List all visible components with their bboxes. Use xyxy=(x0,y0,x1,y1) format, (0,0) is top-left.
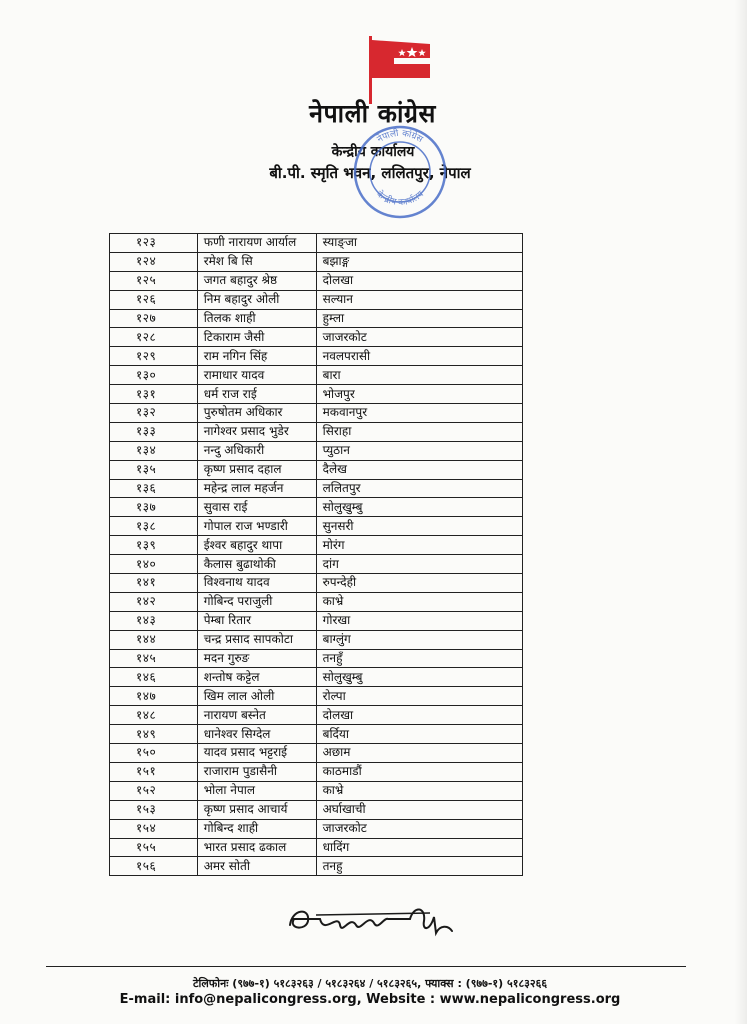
member-name: नन्दु अधिकारी xyxy=(197,441,316,460)
row-number: १४३ xyxy=(110,611,198,630)
row-number: १२४ xyxy=(110,252,198,271)
member-district: धादिंग xyxy=(316,838,522,857)
member-district: जाजरकोट xyxy=(316,328,522,347)
office-subheading: केन्द्रीय कार्यालय xyxy=(331,144,415,160)
member-name: कैलास बुढाथोकी xyxy=(197,555,316,574)
table-row xyxy=(110,668,523,687)
member-name: नागेश्वर प्रसाद भुडेर xyxy=(197,422,316,441)
table-row xyxy=(110,517,523,536)
row-number: १५५ xyxy=(110,838,198,857)
member-district: रोल्पा xyxy=(316,687,522,706)
member-district: बझाङ्ग xyxy=(316,252,522,271)
member-name: नारायण बस्नेत xyxy=(197,706,316,725)
footer-email-website: E-mail: info@nepalicongress.org, Website : www.nepalicongress.org xyxy=(119,992,621,1007)
table-row xyxy=(110,498,523,517)
member-name: गोबिन्द शाही xyxy=(197,819,316,838)
member-name: गोबिन्द पराजुली xyxy=(197,592,316,611)
member-district: रुपन्देही xyxy=(316,574,522,593)
member-name: मदन गुरुङ xyxy=(197,649,316,668)
member-district: दैलेख xyxy=(316,460,522,479)
svg-text:नेपाली कांग्रेस: नेपाली कांग्रेस xyxy=(375,128,425,146)
member-name: यादव प्रसाद भट्टराई xyxy=(197,744,316,763)
page-edge-shadow xyxy=(735,0,747,1024)
row-number: १३५ xyxy=(110,460,198,479)
row-number: १४४ xyxy=(110,630,198,649)
member-district: हुम्ला xyxy=(316,309,522,328)
table-row xyxy=(110,234,523,253)
member-name: राम नगिन सिंह xyxy=(197,347,316,366)
table-row xyxy=(110,555,523,574)
member-name: ईश्वर बहादुर थापा xyxy=(197,536,316,555)
member-name: चन्द्र प्रसाद सापकोटा xyxy=(197,630,316,649)
row-number: १२८ xyxy=(110,328,198,347)
member-name: रमेश बि सि xyxy=(197,252,316,271)
member-district: तनहुँ xyxy=(316,649,522,668)
member-district: सोलुखुम्बु xyxy=(316,668,522,687)
member-name: गोपाल राज भण्डारी xyxy=(197,517,316,536)
member-district: अर्घाखाची xyxy=(316,800,522,819)
row-number: १२६ xyxy=(110,290,198,309)
table-row xyxy=(110,611,523,630)
row-number: १३६ xyxy=(110,479,198,498)
member-district: बर्दिया xyxy=(316,725,522,744)
official-seal-stamp xyxy=(350,122,450,222)
member-district: दोलखा xyxy=(316,706,522,725)
table-row xyxy=(110,762,523,781)
row-number: १४६ xyxy=(110,668,198,687)
row-number: १५३ xyxy=(110,800,198,819)
member-name: टिकाराम जैसी xyxy=(197,328,316,347)
table-row xyxy=(110,687,523,706)
table-row xyxy=(110,630,523,649)
table-row xyxy=(110,366,523,385)
member-district: अछाम xyxy=(316,744,522,763)
member-name: खिम लाल ओली xyxy=(197,687,316,706)
footer-phone-fax: टेलिफोनः (९७७-१) ५१८३२६३ / ५१८३२६४ / ५१८३२६५, फ्याक्स : (९७७-१) ५१८३२६६ xyxy=(192,977,548,990)
member-name: कृष्ण प्रसाद आचार्य xyxy=(197,800,316,819)
table-row xyxy=(110,536,523,555)
table-row xyxy=(110,422,523,441)
row-number: १४७ xyxy=(110,687,198,706)
table-row xyxy=(110,744,523,763)
member-name: अमर सोती xyxy=(197,857,316,876)
row-number: १५० xyxy=(110,744,198,763)
row-number: १३१ xyxy=(110,385,198,404)
row-number: १४९ xyxy=(110,725,198,744)
member-name: धर्म राज राई xyxy=(197,385,316,404)
member-name: निम बहादुर ओली xyxy=(197,290,316,309)
member-name: कृष्ण प्रसाद दहाल xyxy=(197,460,316,479)
member-district: सुनसरी xyxy=(316,517,522,536)
row-number: १५४ xyxy=(110,819,198,838)
row-number: १३९ xyxy=(110,536,198,555)
row-number: १३७ xyxy=(110,498,198,517)
table-row xyxy=(110,819,523,838)
row-number: १३३ xyxy=(110,422,198,441)
member-name: भारत प्रसाद ढकाल xyxy=(197,838,316,857)
row-number: १५१ xyxy=(110,762,198,781)
table-row xyxy=(110,706,523,725)
svg-text:केन्द्रीय कार्यालय: केन्द्रीय कार्यालय xyxy=(374,189,426,209)
member-name: तिलक शाही xyxy=(197,309,316,328)
member-district: दांग xyxy=(316,555,522,574)
member-name: रामाधार यादव xyxy=(197,366,316,385)
table-row xyxy=(110,328,523,347)
table-row xyxy=(110,290,523,309)
member-name: जगत बहादुर श्रेष्ठ xyxy=(197,271,316,290)
member-district: सल्यान xyxy=(316,290,522,309)
table-row xyxy=(110,347,523,366)
member-district: काठमाडौं xyxy=(316,762,522,781)
member-district: नवलपरासी xyxy=(316,347,522,366)
table-row xyxy=(110,649,523,668)
party-name-heading: नेपाली कांग्रेस xyxy=(309,99,436,128)
row-number: १२३ xyxy=(110,234,198,253)
row-number: १५२ xyxy=(110,781,198,800)
member-roster-table xyxy=(109,233,523,876)
member-district: स्याङ्जा xyxy=(316,234,522,253)
member-name: सुवास राई xyxy=(197,498,316,517)
handwritten-signature xyxy=(280,895,470,945)
member-district: मोरंग xyxy=(316,536,522,555)
member-name: फणी नारायण आर्याल xyxy=(197,234,316,253)
member-name: पेम्बा रितार xyxy=(197,611,316,630)
member-district: प्युठान xyxy=(316,441,522,460)
row-number: १३० xyxy=(110,366,198,385)
row-number: १४८ xyxy=(110,706,198,725)
table-row xyxy=(110,725,523,744)
table-row xyxy=(110,252,523,271)
member-name: भोला नेपाल xyxy=(197,781,316,800)
member-district: जाजरकोट xyxy=(316,819,522,838)
member-name: शन्तोष कट्टेल xyxy=(197,668,316,687)
row-number: १२७ xyxy=(110,309,198,328)
table-row xyxy=(110,592,523,611)
table-row xyxy=(110,404,523,423)
row-number: १३८ xyxy=(110,517,198,536)
member-district: काभ्रे xyxy=(316,592,522,611)
member-district: सिराहा xyxy=(316,422,522,441)
member-district: काभ्रे xyxy=(316,781,522,800)
row-number: १४५ xyxy=(110,649,198,668)
member-district: बारा xyxy=(316,366,522,385)
member-name: पुरुषोतम अधिकार xyxy=(197,404,316,423)
row-number: १३४ xyxy=(110,441,198,460)
table-row xyxy=(110,838,523,857)
member-district: सोलुखुम्बु xyxy=(316,498,522,517)
row-number: १२९ xyxy=(110,347,198,366)
member-name: महेन्द्र लाल महर्जन xyxy=(197,479,316,498)
row-number: १५६ xyxy=(110,857,198,876)
table-row xyxy=(110,441,523,460)
row-number: १४० xyxy=(110,555,198,574)
member-district: दोलखा xyxy=(316,271,522,290)
table-row xyxy=(110,800,523,819)
table-row xyxy=(110,479,523,498)
table-row xyxy=(110,857,523,876)
member-district: ललितपुर xyxy=(316,479,522,498)
member-district: गोरखा xyxy=(316,611,522,630)
member-district: मकवानपुर xyxy=(316,404,522,423)
row-number: १३२ xyxy=(110,404,198,423)
table-row xyxy=(110,385,523,404)
row-number: १४१ xyxy=(110,574,198,593)
table-row xyxy=(110,309,523,328)
table-row xyxy=(110,460,523,479)
footer-divider xyxy=(46,966,686,967)
row-number: १२५ xyxy=(110,271,198,290)
office-address: बी.पी. स्मृति भवन, ललितपुर, नेपाल xyxy=(269,164,471,182)
table-row xyxy=(110,781,523,800)
table-row xyxy=(110,271,523,290)
member-name: धानेश्वर सिग्देल xyxy=(197,725,316,744)
table-row xyxy=(110,574,523,593)
member-district: बाग्लुंग xyxy=(316,630,522,649)
member-name: राजाराम पुडासैनी xyxy=(197,762,316,781)
member-name: विश्वनाथ यादव xyxy=(197,574,316,593)
row-number: १४२ xyxy=(110,592,198,611)
member-district: भोजपुर xyxy=(316,385,522,404)
member-district: तनहु xyxy=(316,857,522,876)
